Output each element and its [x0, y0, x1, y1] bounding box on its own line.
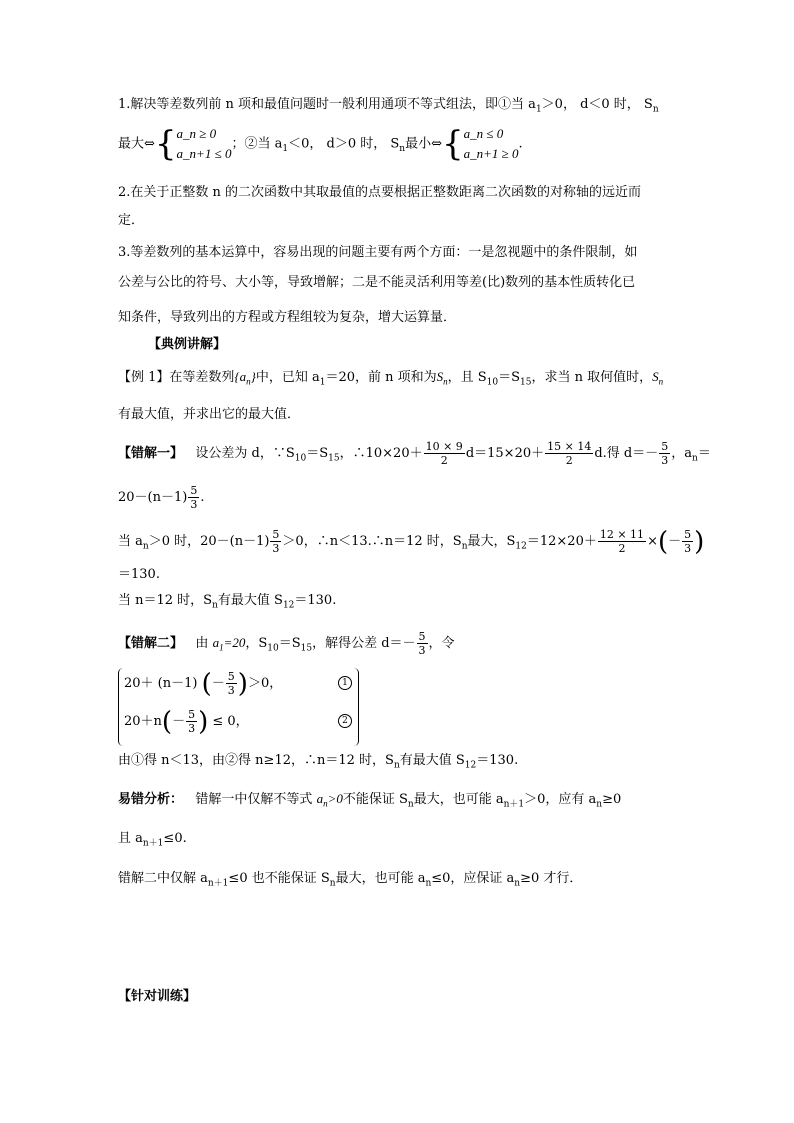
wrong1-line1: [118, 440, 711, 467]
analysis-sub: n: [596, 799, 603, 810]
p1-text-b: ＞0， d＜0 时， S: [541, 97, 653, 112]
wrong1-sub: 12: [515, 541, 527, 552]
numerator: 5: [227, 670, 235, 683]
denominator: 3: [684, 542, 692, 555]
wrong2-text: ，解得公差 d＝－: [312, 636, 416, 651]
system-2-row-2: a_n+1 ≥ 0: [463, 146, 519, 161]
left-paren-icon: (: [161, 706, 173, 737]
numerator: 5: [418, 630, 426, 643]
wrong1-sub: n: [142, 541, 149, 552]
analysis-sub: n＋1: [503, 799, 525, 810]
p1-sub: n: [399, 144, 406, 155]
example-sub: n: [443, 376, 448, 387]
numerator: 10 × 9: [425, 440, 463, 453]
numerator: 12 × 11: [599, 528, 645, 541]
inequality-system: [118, 668, 358, 748]
wrong1-label: 【错解一】: [118, 446, 184, 461]
fraction: [186, 708, 197, 735]
example-text-g: ，求当 n 取何值时，: [531, 370, 653, 385]
analysis-text: ＞0，应有 a: [524, 792, 597, 807]
analysis-sub: n: [329, 878, 336, 889]
analysis-var: a: [316, 791, 324, 806]
analysis-sub: n: [425, 878, 432, 889]
example-var: S: [436, 369, 444, 384]
example-sub: 15: [520, 377, 532, 388]
wrong2-sub: n: [393, 760, 400, 771]
example-text-e: ，且 S: [447, 370, 487, 385]
p1-text-f: 最小⇔: [405, 136, 442, 152]
example-sub: 1: [319, 377, 326, 388]
wrong2-sub: 10: [267, 643, 279, 654]
wrong1-sub: 12: [282, 600, 295, 611]
example-text-c: ＝20，前 n 项和为: [325, 370, 437, 385]
system-row-1: [124, 670, 282, 697]
example-sub: 10: [486, 377, 499, 388]
analysis-text: ≤0 也不能保证 S: [228, 871, 330, 886]
system-1-row-2: a_n+1 ≤ 0: [176, 146, 232, 161]
section-heading-examples: 【典例讲解】: [148, 337, 227, 352]
section-heading-practice: 【针对训练】: [118, 989, 197, 1004]
p3-line3: 知条件，导致列出的方程或方程组较为复杂，增大运算量．: [118, 310, 457, 325]
analysis-sub: n＋1: [142, 838, 164, 849]
wrong2-text: ＝S: [278, 636, 301, 651]
example-line2: 有最大值，并求出它的最大值．: [118, 407, 301, 422]
right-paren-icon: ): [237, 668, 248, 699]
analysis-text: ≤0.: [163, 831, 187, 846]
p1-sub: n: [652, 104, 659, 115]
wrong1-text: 当 a: [118, 534, 143, 549]
wrong2-var: a: [212, 635, 220, 650]
wrong2-conclusion: [118, 752, 518, 770]
wrong2-label: 【错解二】: [118, 636, 184, 651]
wrong1-sub: 15: [328, 453, 340, 464]
wrong1-text: 20－(n－1): [118, 490, 188, 505]
example-text-f: ＝S: [498, 370, 521, 385]
wrong1-text: ＝130.: [294, 593, 337, 608]
minus-sign: －: [211, 676, 225, 691]
example-sub: n: [658, 376, 664, 387]
wrong1-text: 有最大值 S: [217, 593, 283, 608]
wrong2-text: 由: [195, 636, 209, 651]
wrong1-text: ＝: [697, 446, 711, 461]
p1-text-d: ；②当 a: [231, 136, 283, 152]
analysis-text: 不能保证 S: [342, 792, 408, 807]
numerator: 5: [661, 440, 669, 453]
left-paren-icon: (: [201, 668, 212, 699]
denominator: 3: [661, 454, 669, 467]
fraction: [682, 528, 693, 555]
analysis-line3: [118, 870, 582, 888]
wrong2-sub: 12: [464, 760, 477, 771]
analysis-text: ≤0，应保证 a: [431, 871, 515, 886]
p3-line2: 公差与公比的符号、大小等，导致增解；二是不能灵活利用等差(比)数列的基本性质转化已: [118, 275, 636, 290]
p2-line2: 定．: [118, 213, 145, 228]
fraction: [226, 670, 237, 697]
analysis-text: ≥0 才行．: [520, 871, 583, 886]
example-var: S: [652, 369, 659, 384]
denominator: 3: [227, 684, 235, 697]
wrong2-sub: 1: [219, 642, 224, 653]
analysis-text: 且 a: [118, 831, 143, 846]
wrong1-text: ，∴10×20＋: [339, 446, 423, 461]
wrong2-text: ，令: [428, 636, 455, 651]
fraction: [659, 440, 670, 467]
analysis-text: 错解一中仅解不等式: [195, 792, 313, 807]
wrong1-text: d.得 d＝－: [594, 446, 659, 461]
analysis-text: 错解二中仅解 a: [118, 871, 208, 886]
analysis-text: 最大，也可能 a: [413, 792, 504, 807]
p1-sub: 1: [282, 144, 289, 155]
analysis-label: 易错分析：: [118, 792, 184, 807]
example-set: {a: [234, 369, 247, 384]
wrong1-line5: [118, 592, 336, 610]
numerator: 15 × 14: [547, 440, 592, 453]
p1-text-e: ＜0， d＞0 时， S: [288, 136, 400, 152]
wrong2-text: ，S: [245, 636, 268, 651]
analysis-var: >0: [327, 791, 343, 806]
analysis-line2: [118, 830, 187, 848]
wrong1-text: ＝S: [306, 446, 329, 461]
system-1-row-1: a_n ≥ 0: [176, 126, 217, 141]
denominator: 3: [190, 498, 198, 511]
p1-text-a: 1.解决等差数列前 n 项和最值问题时一般利用通项不等式组法，即①当 a: [118, 97, 536, 112]
wrong1-text: ＞0 时，20－(n－1): [148, 534, 270, 549]
fraction: [417, 630, 428, 657]
wrong1-text: .: [200, 490, 205, 505]
denominator: 3: [418, 644, 426, 657]
wrong1-text: 当 n＝12 时，S: [118, 593, 213, 608]
circled-number-2: 2: [338, 714, 352, 728]
denominator: 2: [440, 454, 448, 467]
denominator: 3: [272, 542, 280, 555]
fraction: [270, 528, 281, 555]
analysis-line1: [118, 790, 621, 809]
circled-number-1: 1: [338, 676, 352, 690]
right-paren-icon: ): [198, 706, 209, 737]
left-brace-icon: {: [441, 124, 464, 164]
numerator: 5: [684, 528, 692, 541]
analysis-text: ≥0: [602, 792, 622, 807]
wrong1-text: ＝12×20＋: [526, 534, 597, 549]
numerator: 5: [190, 484, 198, 497]
wrong1-line4: ＝130.: [118, 567, 160, 582]
p1-sub: 1: [535, 104, 542, 115]
wrong1-text: d＝15×20＋: [465, 446, 545, 461]
system-right-bracket-icon: [354, 668, 359, 746]
system-1: [177, 124, 232, 164]
minus-sign: －: [172, 714, 186, 729]
p1-line2: [118, 124, 523, 165]
row-text: 20＋n: [124, 714, 162, 729]
denominator: 2: [565, 454, 573, 467]
example-text-b: 中，已知 a: [255, 370, 320, 385]
wrong1-sub: n: [692, 453, 698, 464]
example-sub: n: [246, 376, 251, 387]
analysis-sub: n: [323, 798, 328, 809]
p1-line1: [118, 96, 659, 114]
p1-text-c: 最大⇔: [118, 136, 155, 152]
wrong2-text: ＝130.: [476, 753, 519, 768]
wrong1-text: 设公差为 d，∵S: [195, 446, 295, 461]
row-text: ＞0，: [247, 676, 283, 691]
wrong2-sub: 15: [300, 643, 313, 654]
example-line1: [118, 368, 663, 387]
numerator: 5: [188, 708, 196, 721]
denominator: 2: [618, 542, 626, 555]
left-paren-icon: (: [657, 526, 669, 557]
p3-line1: 3.等差数列的基本运算中，容易出现的问题主要有两个方面：一是忽视题中的条件限制，如: [118, 245, 638, 260]
left-brace-icon: {: [154, 124, 177, 164]
denominator: 3: [188, 722, 196, 735]
fraction: [545, 440, 593, 467]
system-2-row-1: a_n ≤ 0: [463, 126, 504, 141]
analysis-sub: n＋1: [207, 878, 229, 889]
system-row-2: [124, 708, 249, 735]
wrong2-var: =20: [223, 635, 246, 650]
wrong2-text: 有最大值 S: [399, 753, 465, 768]
wrong2-text: 由①得 n＜13，由②得 n≥12，∴n＝12 时，S: [118, 753, 394, 768]
fraction: [188, 484, 199, 511]
wrong1-text: ，a: [671, 446, 693, 461]
analysis-sub: n: [514, 878, 521, 889]
fraction: [598, 528, 646, 555]
row-text: ≤ 0，: [212, 714, 249, 729]
fraction: [424, 440, 465, 467]
numerator: 5: [272, 528, 280, 541]
p2-line1: 2.在关于正整数 n 的二次函数中其取最值的点要根据正整数距离二次函数的对称轴的远近而: [118, 185, 642, 200]
wrong1-line3: [118, 528, 704, 555]
system-2: [464, 124, 519, 164]
analysis-sub: n: [407, 799, 414, 810]
wrong1-line2: [118, 484, 204, 511]
wrong2-line1: [118, 630, 455, 657]
wrong1-text: ＞0，∴n＜13.∴n＝12 时，S: [282, 534, 462, 549]
system-left-bracket-icon: [118, 668, 123, 746]
example-set-end: }: [250, 369, 256, 384]
wrong1-sub: n: [212, 600, 218, 611]
p1-text-g: .: [518, 136, 523, 152]
wrong1-text: 最大，S: [467, 534, 516, 549]
wrong1-text: ×: [647, 534, 658, 549]
example-text-a: 【例 1】在等差数列: [118, 370, 235, 385]
minus-sign: －: [668, 534, 682, 549]
row-text: 20＋ (n－1): [124, 676, 198, 691]
wrong1-sub: n: [461, 541, 468, 552]
wrong1-sub: 10: [294, 453, 307, 464]
analysis-text: 最大，也可能 a: [335, 871, 426, 886]
right-paren-icon: ): [694, 526, 705, 557]
